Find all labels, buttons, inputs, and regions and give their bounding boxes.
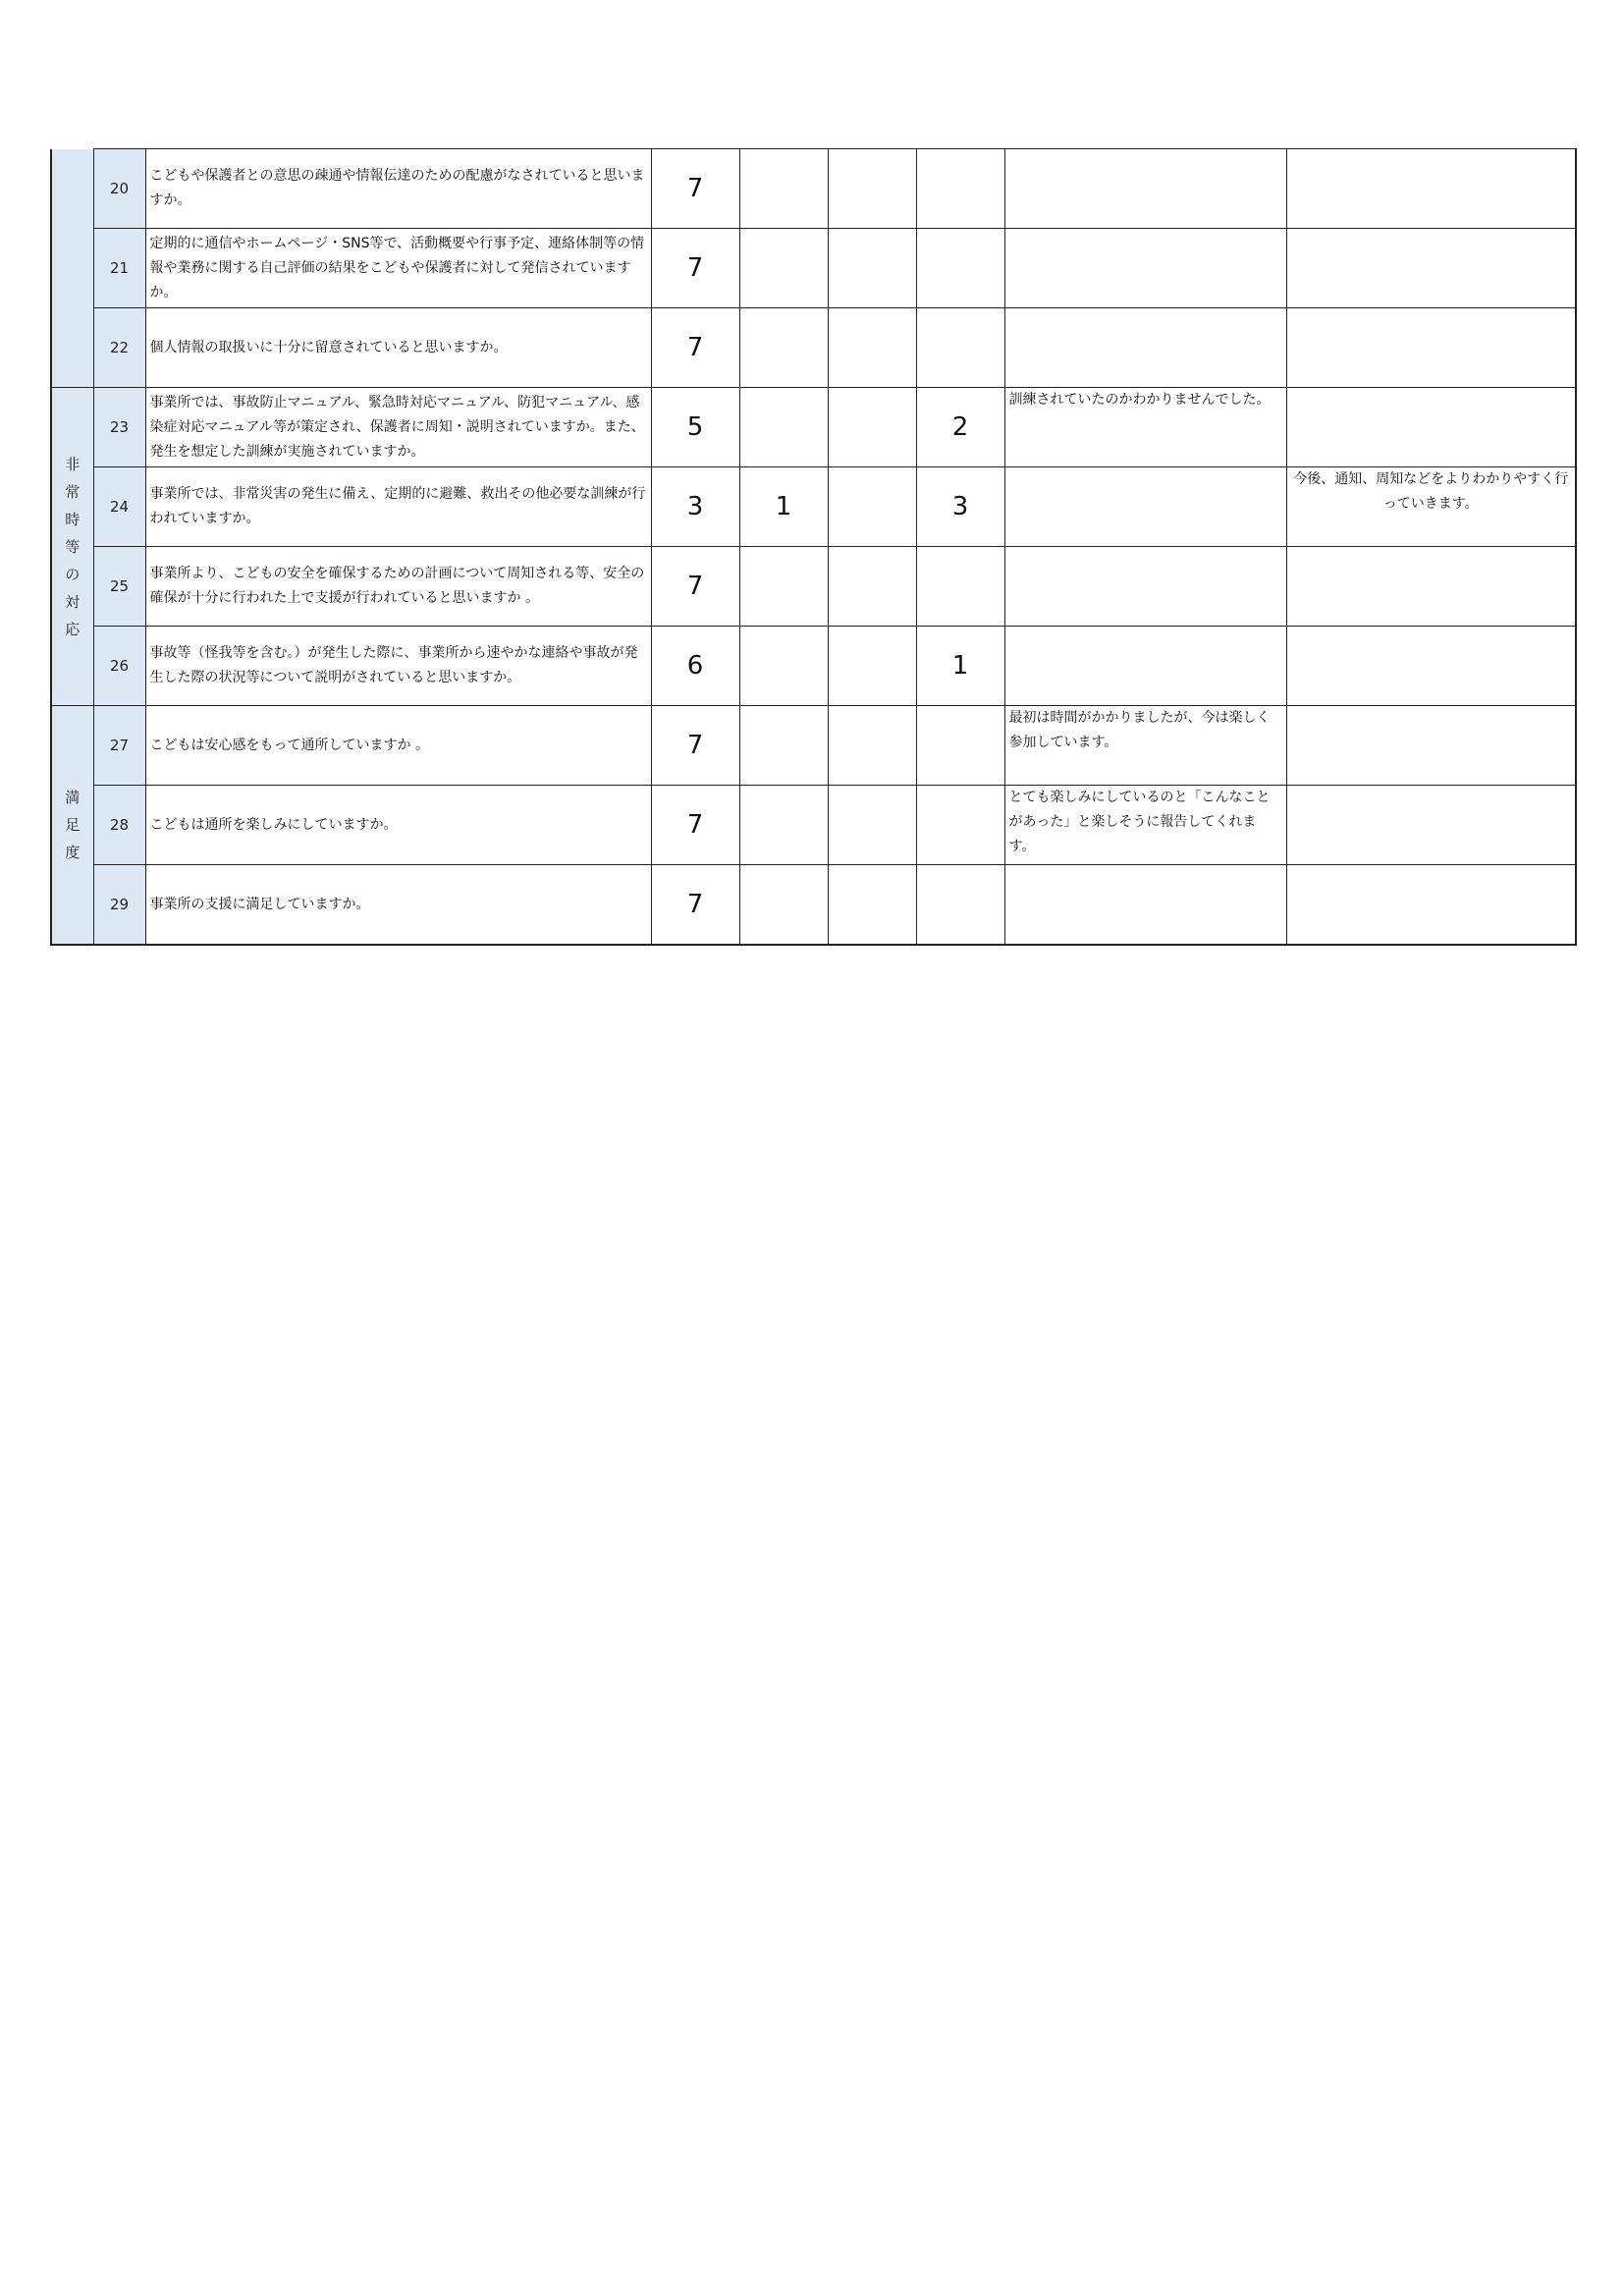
count-yes: 7: [651, 308, 739, 388]
row-number: 24: [93, 467, 145, 547]
count-somewhat-yes: [739, 786, 828, 865]
count-somewhat-no: [828, 865, 916, 946]
question-text: 事故等（怪我等を含む。）が発生した際に、事業所から速やかな連絡や事故が発生した際の状況等について説明がされていると思いますか。: [145, 627, 651, 706]
parent-comment: とても楽しみにしているのと「こんなことがあった」と楽しそうに報告してくれます。: [1004, 786, 1286, 865]
row-number: 25: [93, 547, 145, 627]
facility-response: [1286, 706, 1576, 786]
parent-comment: [1004, 308, 1286, 388]
table-row: [51, 149, 1576, 229]
facility-response: [1286, 308, 1576, 388]
row-number: 20: [93, 149, 145, 229]
count-somewhat-yes: [739, 627, 828, 706]
section-label: 満足度: [65, 789, 81, 861]
row-number: 26: [93, 627, 145, 706]
count-somewhat-no: [828, 308, 916, 388]
parent-comment: 最初は時間がかかりましたが、今は楽しく参加しています。: [1004, 706, 1286, 786]
question-text: 定期的に通信やホームページ・SNS等で、活動概要や行事予定、連絡体制等の情報や業務に関する自己評価の結果をこどもや保護者に対して発信されていますか。: [145, 229, 651, 308]
facility-response: [1286, 865, 1576, 946]
count-somewhat-no: [828, 627, 916, 706]
question-text: こどもや保護者との意思の疎通や情報伝達のための配慮がなされていると思いますか。: [145, 149, 651, 229]
count-unknown: 3: [916, 467, 1004, 547]
row-number: 23: [93, 388, 145, 467]
count-yes: 5: [651, 388, 739, 467]
question-text: 事業所では、事故防止マニュアル、緊急時対応マニュアル、防犯マニュアル、感染症対応マニュアル等が策定され、保護者に周知・説明されていますか。また、発生を想定した訓練が実施されていますか。: [145, 388, 651, 467]
table-row: [51, 229, 1576, 308]
parent-comment: [1004, 149, 1286, 229]
count-yes: 7: [651, 786, 739, 865]
count-yes: 3: [651, 467, 739, 547]
question-text: 事業所では、非常災害の発生に備え、定期的に避難、救出その他必要な訓練が行われていますか。: [145, 467, 651, 547]
count-yes: 7: [651, 547, 739, 627]
count-yes: 7: [651, 149, 739, 229]
parent-comment: [1004, 547, 1286, 627]
question-text: 個人情報の取扱いに十分に留意されていると思いますか。: [145, 308, 651, 388]
parent-comment: [1004, 627, 1286, 706]
table-row: [51, 706, 1576, 786]
table-row: [51, 547, 1576, 627]
count-unknown: [916, 547, 1004, 627]
section-label: 非常時等の対応: [65, 455, 81, 638]
question-text: 事業所の支援に満足していますか。: [145, 865, 651, 946]
row-number: 21: [93, 229, 145, 308]
parent-comment: [1004, 229, 1286, 308]
section-satisfaction-cell: [51, 706, 93, 946]
count-unknown: [916, 786, 1004, 865]
count-unknown: [916, 308, 1004, 388]
survey-sheet: [50, 148, 1575, 946]
count-yes: 7: [651, 865, 739, 946]
question-text: こどもは安心感をもって通所していますか 。: [145, 706, 651, 786]
count-yes: 7: [651, 229, 739, 308]
count-somewhat-no: [828, 467, 916, 547]
parent-comment: 訓練されていたのかわかりませんでした。: [1004, 388, 1286, 467]
count-somewhat-no: [828, 229, 916, 308]
table-row: [51, 786, 1576, 865]
count-unknown: 2: [916, 388, 1004, 467]
count-somewhat-no: [828, 547, 916, 627]
count-somewhat-no: [828, 149, 916, 229]
table-row: [51, 865, 1576, 946]
count-somewhat-yes: 1: [739, 467, 828, 547]
survey-table: [50, 148, 1577, 946]
parent-comment: [1004, 865, 1286, 946]
count-somewhat-yes: [739, 229, 828, 308]
count-somewhat-yes: [739, 865, 828, 946]
question-text: こどもは通所を楽しみにしていますか。: [145, 786, 651, 865]
count-somewhat-yes: [739, 547, 828, 627]
table-row: [51, 467, 1576, 547]
count-somewhat-yes: [739, 308, 828, 388]
count-somewhat-no: [828, 786, 916, 865]
row-number: 29: [93, 865, 145, 946]
row-number: 22: [93, 308, 145, 388]
table-row: [51, 388, 1576, 467]
facility-response: [1286, 627, 1576, 706]
facility-response: [1286, 229, 1576, 308]
row-number: 28: [93, 786, 145, 865]
facility-response: [1286, 149, 1576, 229]
count-somewhat-yes: [739, 388, 828, 467]
count-yes: 7: [651, 706, 739, 786]
parent-comment: [1004, 467, 1286, 547]
question-text: 事業所より、こどもの安全を確保するための計画について周知される等、安全の確保が十分に行われた上で支援が行われていると思いますか 。: [145, 547, 651, 627]
section-emergency-cell: [51, 388, 93, 706]
count-somewhat-no: [828, 388, 916, 467]
count-unknown: [916, 229, 1004, 308]
facility-response: [1286, 547, 1576, 627]
count-somewhat-yes: [739, 706, 828, 786]
count-unknown: [916, 865, 1004, 946]
count-unknown: [916, 149, 1004, 229]
table-row: [51, 308, 1576, 388]
count-somewhat-no: [828, 706, 916, 786]
row-number: 27: [93, 706, 145, 786]
count-somewhat-yes: [739, 149, 828, 229]
facility-response: [1286, 786, 1576, 865]
facility-response: [1286, 388, 1576, 467]
count-unknown: 1: [916, 627, 1004, 706]
table-row: [51, 627, 1576, 706]
facility-response: 今後、通知、周知などをよりわかりやすく行っていきます。: [1286, 467, 1576, 547]
count-unknown: [916, 706, 1004, 786]
section-continued-cell: [51, 149, 93, 388]
count-yes: 6: [651, 627, 739, 706]
